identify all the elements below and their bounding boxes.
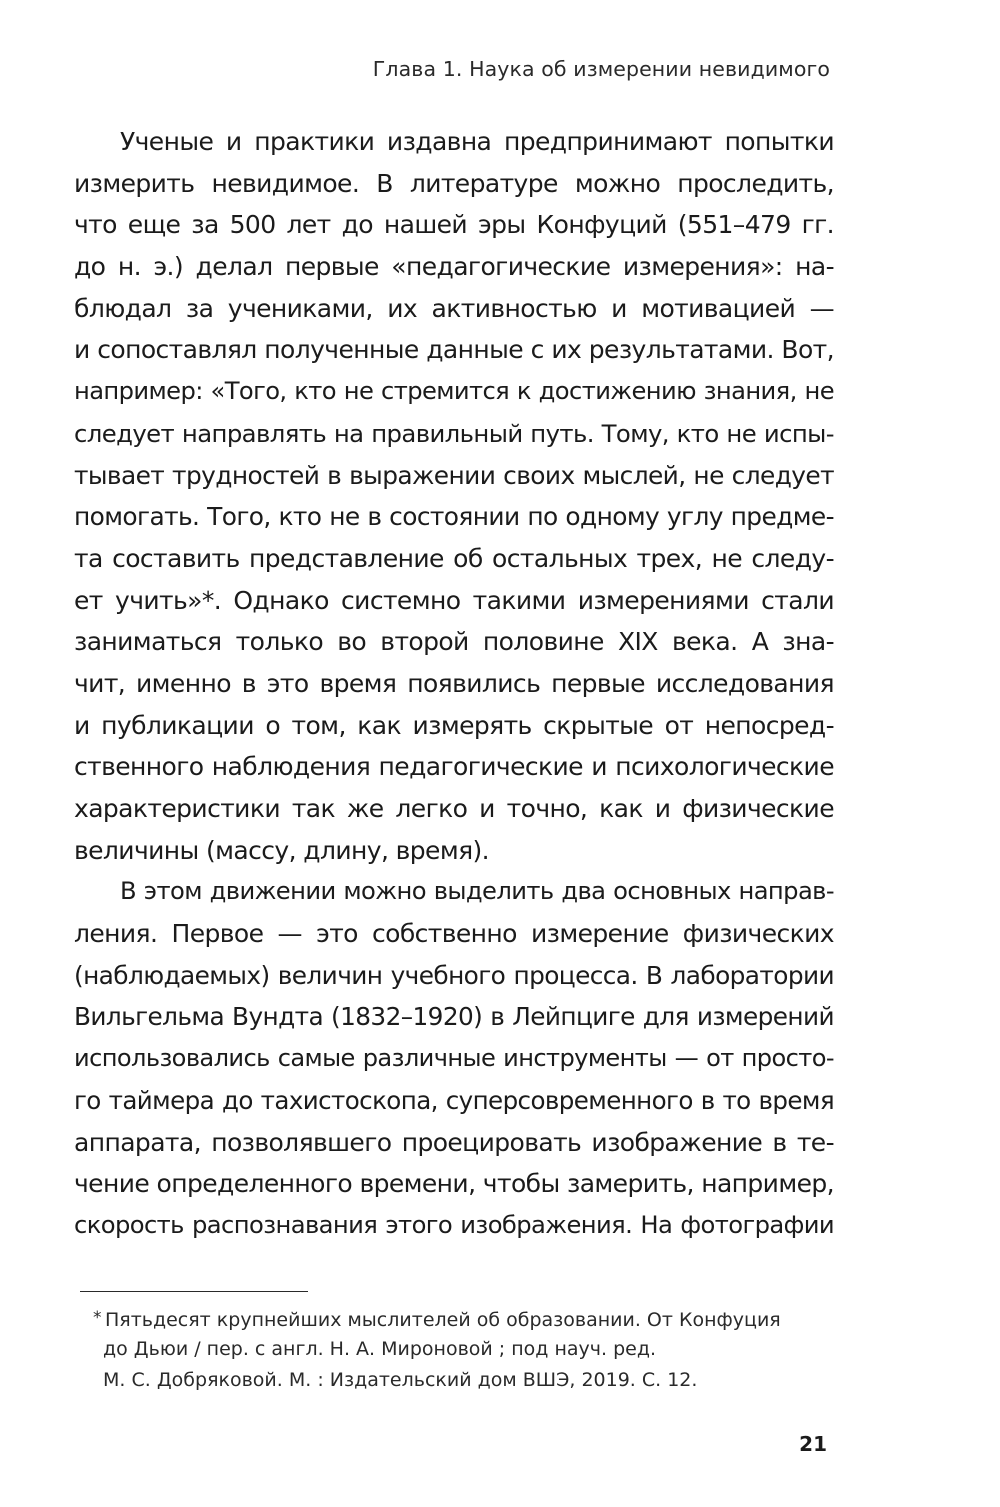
text-line: до н. э.) делал первые «педагогические измерения»: на- [74,252,834,282]
text-line: ственного наблюдения педагогические и психологические [74,752,834,782]
text-line: чение определенного времени, чтобы замерить, например, [74,1169,834,1199]
text-line: Ученые и практики издавна предпринимают попытки [120,127,834,156]
text-line: (наблюдаемых) величин учебного процесса. В лаборатории [74,960,834,990]
paragraph-1 [74,121,834,871]
text-line: заниматься только во второй половине XIX века. А зна- [74,627,834,657]
text-line: го таймера до тахистоскопа, суперсовременного в то время [74,1085,834,1115]
footnote-text: Пятьдесят крупнейших мыслителей об образовании. От Конфуция [105,1309,781,1331]
paragraph-2 [74,871,834,1246]
text-line: ления. Первое — это собственно измерение физических [74,919,834,949]
footnote-marker: * [93,1308,102,1328]
text-line: и публикации о том, как измерять скрытые от непосред- [74,710,834,740]
body-text [74,121,834,1247]
text-line: характеристики так же легко и точно, как и физические [74,794,834,823]
text-line: величины (массу, длину, время). [74,835,490,865]
text-line: что еще за 500 лет до нашей эры Конфуций (551–479 гг. [74,210,834,240]
text-line: тывает трудностей в выражении своих мыслей, не следует [74,460,834,490]
text-line: ет учить»*. Однако системно такими измерениями стали [74,585,834,615]
running-head: Глава 1. Наука об измерении невидимого [372,57,830,81]
footnote-divider [80,1291,308,1292]
footnote [93,1303,831,1396]
text-line: следует направлять на правильный путь. Тому, кто не испы- [74,418,834,448]
text-line: аппарата, позволявшего проецировать изображение в те- [74,1127,834,1157]
text-line: например: «Того, кто не стремится к достижению знания, не [74,377,834,406]
footnote-line [93,1303,831,1334]
footnote-line: М. С. Добряковой. М. : Издательский дом ВШЭ, 2019. С. 12. [103,1369,698,1391]
text-line: использовались самые различные инструменты — от просто- [74,1044,834,1073]
text-line: блюдал за учениками, их активностью и мотивацией — [74,293,834,323]
text-line: Вильгельма Вундта (1832–1920) в Лейпциге для измерений [74,1002,834,1032]
text-line: та составить представление об остальных трех, не следу- [74,543,834,573]
page-number: 21 [799,1432,827,1456]
text-line: скорость распознавания этого изображения. На фотографии [74,1210,834,1239]
text-line: измерить невидимое. В литературе можно проследить, [74,168,834,198]
text-line: помогать. Того, кто не в состоянии по одному углу предме- [74,502,834,532]
footnote-line: до Дьюи / пер. с англ. Н. А. Мироновой ; под науч. ред. [103,1338,657,1360]
text-line: чит, именно в это время появились первые исследования [74,668,834,698]
text-line: и сопоставлял полученные данные с их результатами. Вот, [74,335,834,365]
text-line: В этом движении можно выделить два основных направ- [120,877,834,906]
